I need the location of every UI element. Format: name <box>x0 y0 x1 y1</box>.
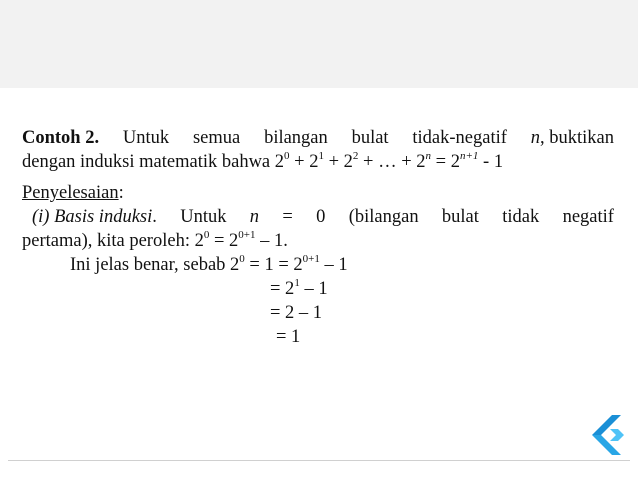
problem-word: bulat <box>351 128 389 148</box>
check-line: Ini jelas benar, sebab $2^0 = 1 = 2^{0+1} - 1$ <box>70 253 348 275</box>
exponent: 0+1 <box>302 253 320 265</box>
exponent: 0 <box>203 229 210 241</box>
solution-heading: Penyelesaian: <box>22 183 124 203</box>
variable-n: n <box>530 128 540 148</box>
problem-word: semua <box>192 128 241 148</box>
logo-inner-shape <box>610 429 624 441</box>
exponent: 0 <box>284 150 290 162</box>
problem-word: , buktikan <box>539 128 614 148</box>
step-line-3: = 1 <box>276 327 301 347</box>
step-line-1: = $2^1 - 1$ <box>270 277 328 299</box>
exponent: n <box>425 150 432 162</box>
basis-line-1: (i) Basis induksi. Untuk n = 0 (bilangan bulat tidak negatif <box>32 207 614 227</box>
slide-header-band <box>0 0 638 88</box>
exponent: 0+1 <box>238 229 256 241</box>
footer-divider <box>8 460 630 461</box>
exponent: 0 <box>239 253 245 265</box>
basis-label: (i) Basis induksi <box>32 207 153 227</box>
exponent: 1 <box>294 277 300 289</box>
exponent: 2 <box>352 150 359 162</box>
example-title: Contoh 2. <box>22 128 100 148</box>
exponent: n+1 <box>459 150 479 162</box>
problem-word: bilangan <box>264 128 328 148</box>
problem-word: tidak-negatif <box>412 128 507 148</box>
step-line-2: = 2 – 1 <box>270 303 323 323</box>
basis-line-2: pertama), kita peroleh: $2^0 = 2^{0+1} - 1$. <box>22 229 288 251</box>
exponent: 1 <box>318 150 324 162</box>
problem-word: Untuk <box>122 128 170 148</box>
problem-line-2: dengan induksi matematik bahwa $2^0 + 2^1 + 2^2$ + … + $2^n = 2^{n+1} - 1$ <box>22 150 504 172</box>
problem-line-1 <box>22 126 614 150</box>
chevron-left-logo-icon <box>588 412 628 458</box>
slide-content <box>22 126 614 349</box>
